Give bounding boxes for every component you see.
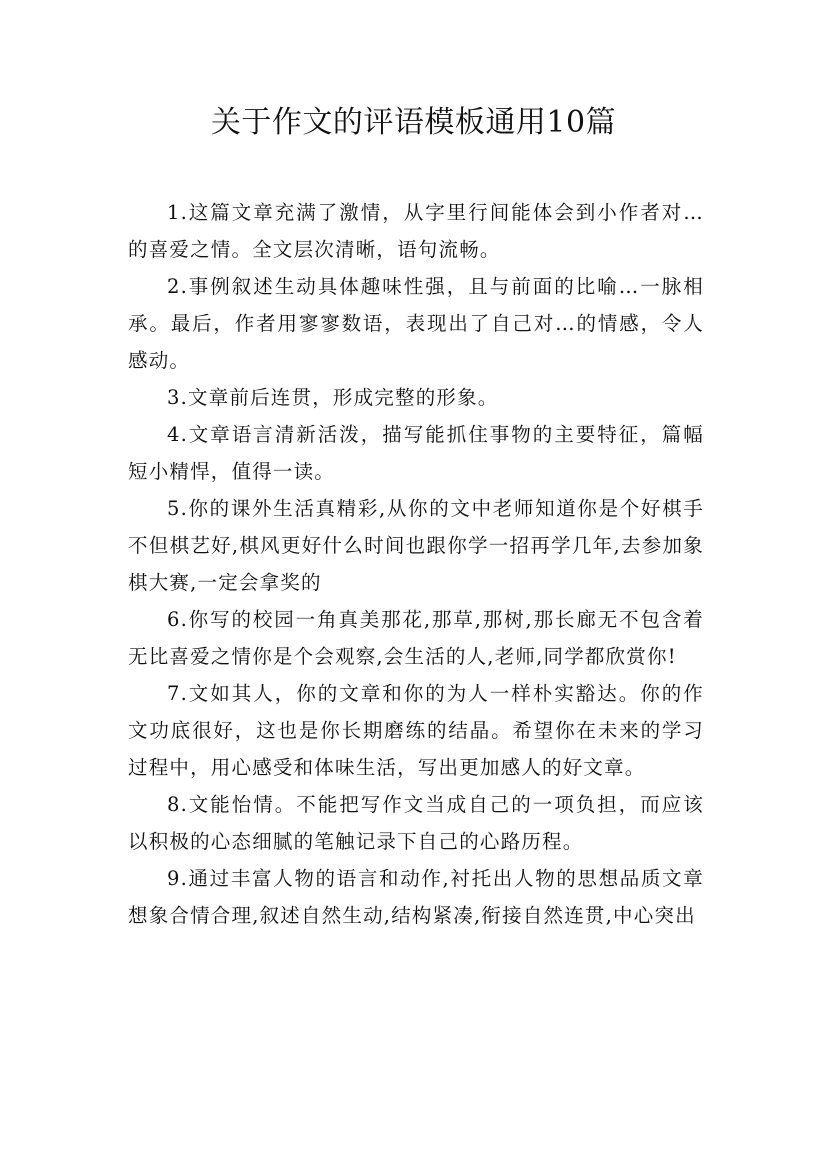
paragraph-1: 1.这篇文章充满了激情，从字里行间能体会到小作者对…的喜爱之情。全文层次清晰，语句流畅。: [128, 201, 704, 261]
document-body: [128, 194, 704, 934]
paragraph-4: 4.文章语言清新活泼，描写能抓住事物的主要特征，篇幅短小精悍，值得一读。: [128, 423, 704, 483]
paragraph-5: 5.你的课外生活真精彩,从你的文中老师知道你是个好棋手不但棋艺好,棋风更好什么时间也跟你学一招再学几年,去参加象棋大赛,一定会拿奖的: [128, 497, 704, 594]
paragraph-2: 2.事例叙述生动具体趣味性强，且与前面的比喻…一脉相承。最后，作者用寥寥数语，表现出了自己对…的情感，令人感动。: [128, 275, 704, 372]
paragraph-9: 9.通过丰富人物的语言和动作,衬托出人物的思想品质文章想象合情合理,叙述自然生动,结构紧凑,衔接自然连贯,中心突出: [128, 867, 704, 927]
paragraph-7: 7.文如其人，你的文章和你的为人一样朴实豁达。你的作文功底很好，这也是你长期磨练的结晶。希望你在未来的学习过程中，用心感受和体味生活，写出更加感人的好文章。: [128, 682, 704, 779]
paragraph-3: 3.文章前后连贯，形成完整的形象。: [167, 386, 499, 409]
paragraph-8: 8.文能怡情。不能把写作文当成自己的一项负担，而应该以积极的心态细腻的笔触记录下自己的心路历程。: [128, 793, 704, 853]
paragraph-6: 6.你写的校园一角真美那花,那草,那树,那长廊无不包含着无比喜爱之情你是个会观察,会生活的人,老师,同学都欣赏你!: [128, 608, 704, 668]
document-title: 关于作文的评语模板通用10篇: [210, 105, 617, 140]
